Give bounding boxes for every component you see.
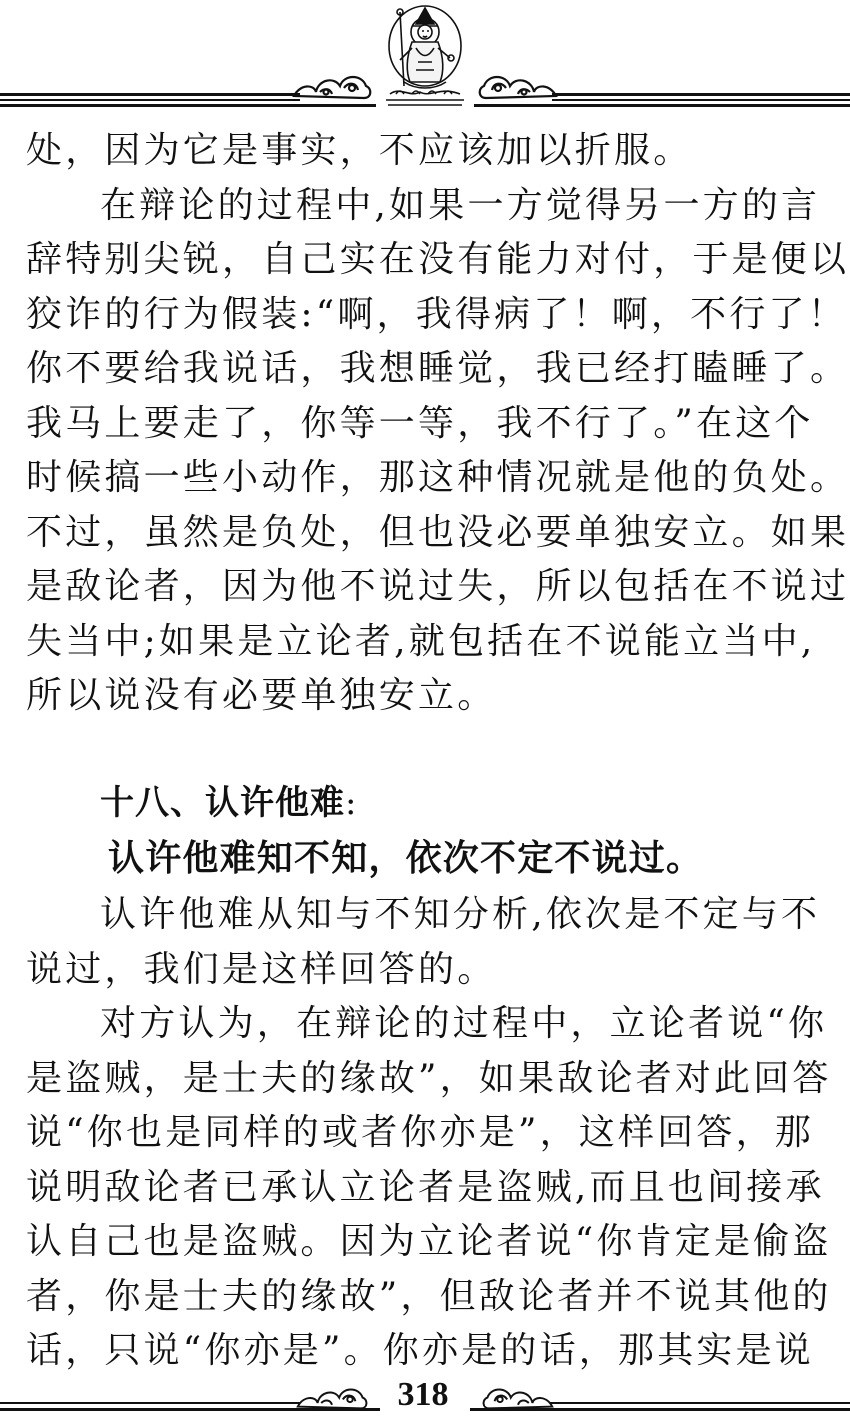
paragraph-gap [26, 724, 826, 776]
text-line: 是敌论者，因为他不说过失，所以包括在不说过 [26, 566, 850, 607]
page-number: 318 [397, 1376, 449, 1413]
text-line: 说过，我们是这样回答的。 [26, 948, 497, 990]
padmasambhava-figure-icon [376, 2, 474, 108]
text-line: 狡诈的行为假装:“啊，我得病了！啊，不行了！ [26, 293, 847, 335]
text-line: 者，你是士夫的缘故”，但敌论者并不说其他的 [26, 1275, 832, 1317]
text-line: 认自己也是盗贼。因为立论者说“你肯定是偷盗 [26, 1221, 832, 1262]
text-line: 辞特别尖锐，自己实在没有能力对付，于是便以 [26, 239, 850, 280]
header-rule-left-2 [0, 99, 300, 101]
header-rule-right-1 [552, 93, 850, 96]
header-rule-left-1 [0, 93, 300, 96]
header-rule-left-3 [0, 104, 376, 107]
section-heading-colon: : [345, 782, 358, 823]
text-line: 所以说没有必要单独安立。 [26, 675, 497, 716]
text-line: 说“你也是同样的或者你亦是”，这样回答，那 [26, 1112, 815, 1153]
text-line: 话，只说“你亦是”。你亦是的话，那其实是说 [26, 1330, 815, 1371]
section-heading [26, 776, 826, 831]
text-line: 我马上要走了，你等一等，我不行了。”在这个 [26, 402, 814, 444]
text-line: 失当中;如果是立论者,就包括在不说能立当中, [26, 620, 816, 662]
text-line: 说明敌论者已承认立论者是盗贼,而且也间接承 [26, 1166, 825, 1208]
text-line: 不过，虽然是负处，但也没必要单独安立。如果 [26, 511, 850, 553]
header-rule-right-3 [474, 104, 850, 107]
text-line: 处，因为它是事实，不应该加以折服。 [26, 130, 693, 171]
footer-rule-left-1 [0, 1402, 300, 1404]
auspicious-cloud-icon [290, 62, 374, 102]
text-line: 在辩论的过程中,如果一方觉得另一方的言 [100, 184, 821, 226]
page-body [26, 124, 850, 1379]
text-line: 你不要给我说话，我想睡觉，我已经打瞌睡了。 [26, 348, 850, 389]
auspicious-cloud-icon [290, 1376, 374, 1412]
page-footer [0, 1362, 850, 1426]
page-header [0, 0, 850, 112]
header-rule-right-2 [552, 99, 850, 101]
footer-rule-right-1 [550, 1402, 850, 1404]
auspicious-cloud-icon [476, 1376, 560, 1412]
text-line: 是盗贼，是士夫的缘故”，如果敌论者对此回答 [26, 1057, 832, 1099]
text-line: 时候搞一些小动作，那这种情况就是他的负处。 [26, 457, 850, 498]
verse-line: 认许他难知不知，依次不定不说过。 [108, 838, 704, 879]
auspicious-cloud-icon [476, 62, 560, 102]
section-heading-text: 十八、认许他难 [100, 782, 345, 823]
text-line: 认许他难从知与不知分析,依次是不定与不 [100, 894, 821, 935]
text-line: 对方认为，在辩论的过程中，立论者说“你 [100, 1003, 828, 1044]
